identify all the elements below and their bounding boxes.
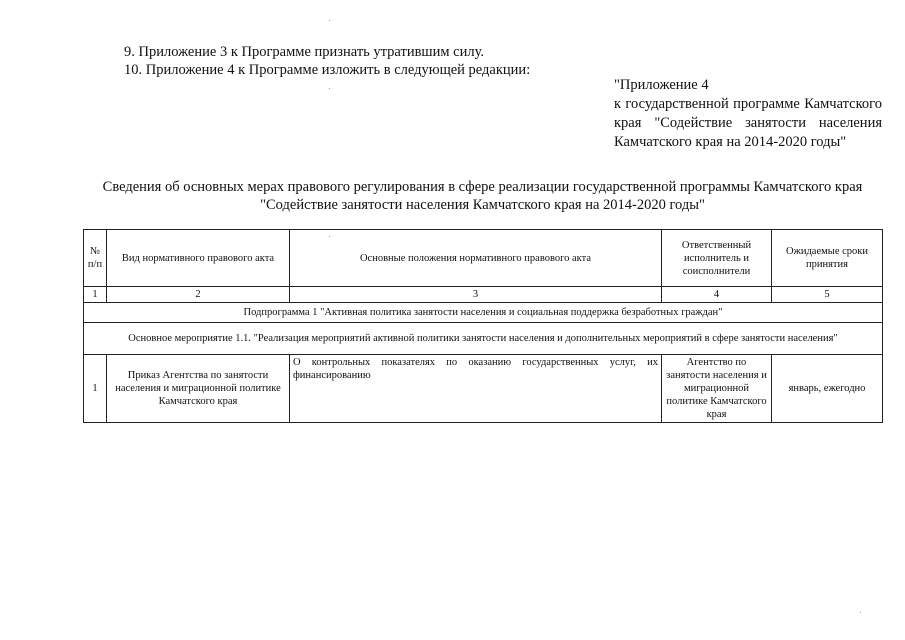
appendix-body: к государственной программе Камчатского края "Содействие занятости населения Камчатского края на 2014-2020 годы" xyxy=(614,96,882,150)
header-act-type: Вид нормативного правового акта xyxy=(107,230,290,287)
heading-line-2: "Содействие занятости населения Камчатского края на 2014-2020 годы" xyxy=(260,197,705,213)
col-number: 2 xyxy=(107,287,290,303)
col-number: 5 xyxy=(772,287,883,303)
header-num: № п/п xyxy=(84,230,107,287)
heading-line-1: Сведения об основных мерах правового регулирования в сфере реализации государственной программы Камчатского края xyxy=(102,179,863,195)
table-row xyxy=(84,355,883,423)
table-number-row xyxy=(84,287,883,303)
row-act-type: Приказ Агентства по занятости населения и миграционной политике Камчатского края xyxy=(107,355,290,423)
scan-speck xyxy=(860,612,861,613)
appendix-note xyxy=(614,76,882,152)
measure-row xyxy=(84,323,883,355)
header-provisions: Основные положения нормативного правового акта xyxy=(290,230,662,287)
subprogram-title: Подпрограмма 1 "Активная политика занятости населения и социальная поддержка безработных граждан" xyxy=(84,303,883,323)
item-10: 10. Приложение 4 к Программе изложить в следующей редакции: xyxy=(124,62,531,78)
scan-speck xyxy=(329,88,330,89)
table-header-row xyxy=(84,230,883,287)
scan-speck xyxy=(329,236,330,237)
measure-title: Основное мероприятие 1.1. "Реализация мероприятий активной политики занятости населения и дополнительных мероприятий в сфере занятости населения" xyxy=(84,323,883,355)
row-deadline: январь, ежегодно xyxy=(772,355,883,423)
col-number: 4 xyxy=(662,287,772,303)
col-number: 3 xyxy=(290,287,662,303)
item-9: 9. Приложение 3 к Программе признать утратившим силу. xyxy=(124,44,485,60)
header-deadline: Ожидаемые сроки принятия xyxy=(772,230,883,287)
row-num: 1 xyxy=(84,355,107,423)
header-executor: Ответственный исполнитель и соисполнители xyxy=(662,230,772,287)
row-provisions: О контрольных показателях по оказанию государственных услуг, их финансированию xyxy=(290,355,662,423)
subprogram-row xyxy=(84,303,883,323)
col-number: 1 xyxy=(84,287,107,303)
measures-table xyxy=(83,229,883,423)
scan-speck xyxy=(329,20,330,21)
document-heading xyxy=(60,178,905,214)
row-executor: Агентство по занятости населения и миграционной политике Камчатского края xyxy=(662,355,772,423)
appendix-title: "Приложение 4 xyxy=(614,77,709,93)
